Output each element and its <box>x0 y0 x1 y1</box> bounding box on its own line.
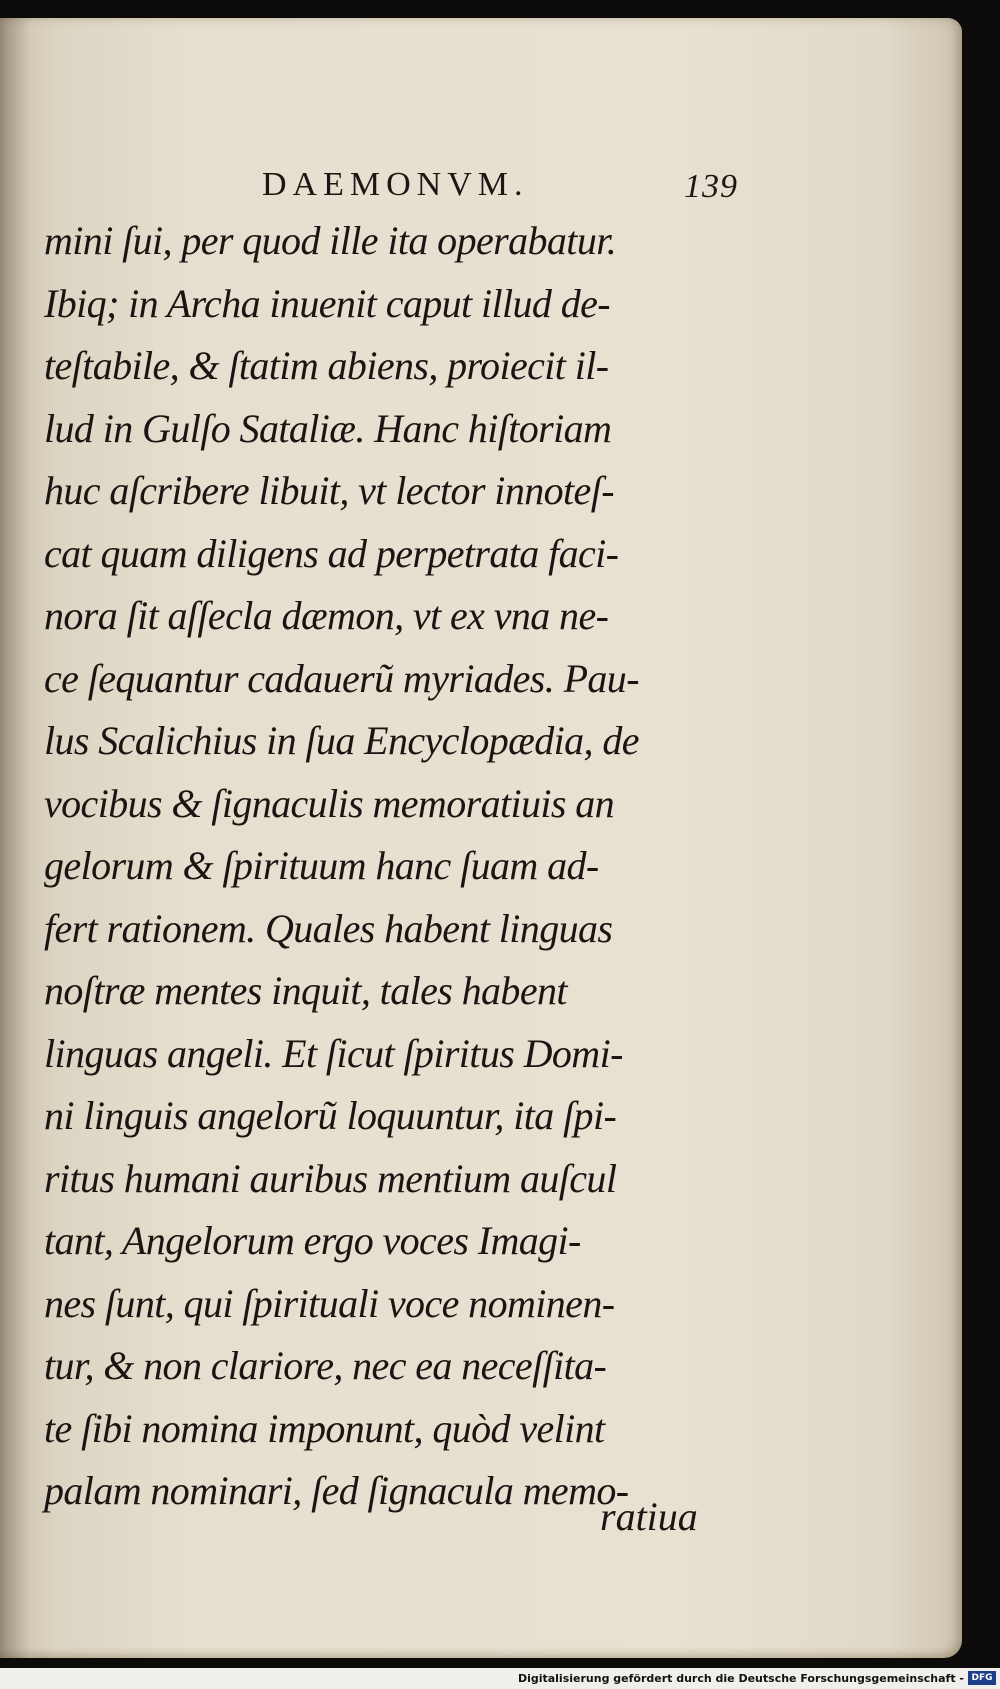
text-line: teſtabile, & ſtatim abiens, proiecit il- <box>44 343 609 388</box>
text-line: noſtræ mentes inquit, tales habent <box>44 968 567 1013</box>
text-line: gelorum & ſpirituum hanc ſuam ad- <box>44 843 599 888</box>
dfg-logo: DFG <box>968 1671 996 1685</box>
text-line: cat quam diligens ad perpetrata faci- <box>44 530 619 576</box>
text-line: lud in Gulſo Sataliæ. Hanc hiſtoriam <box>44 405 612 451</box>
text-line: tur, & non clariore, nec ea neceſſita- <box>44 1343 607 1388</box>
text-line: nora ſit aſſecla dæmon, vt ex vna ne- <box>44 593 609 638</box>
text-line: lus Scalichius in ſua Encyclopædia, de <box>44 718 639 763</box>
running-title: DAEMONVM. <box>262 166 529 203</box>
text-line: vocibus & ſignaculis memoratiuis an <box>44 780 615 826</box>
text-line: fert rationem. Quales habent linguas <box>44 905 613 951</box>
page-number: 139 <box>684 168 738 205</box>
page-header <box>0 166 962 206</box>
digitization-footer <box>0 1668 1000 1689</box>
text-line: mini ſui, per quod ille ita operabatur. <box>44 218 617 263</box>
body-text <box>44 210 744 1523</box>
text-line: tant, Angelorum ergo voces Imagi- <box>44 1218 581 1263</box>
text-line: huc aſcribere libuit, vt lector innoteſ- <box>44 468 614 513</box>
text-line: ritus humani auribus mentium auſcul <box>44 1155 617 1201</box>
text-line: Ibiq; in Archa inuenit caput illud de- <box>44 280 610 326</box>
text-line: linguas angeli. Et ſicut ſpiritus Domi- <box>44 1030 623 1076</box>
text-line: te ſibi nomina imponunt, quòd velint <box>44 1405 605 1451</box>
funding-credit: Digitalisierung gefördert durch die Deutsche Forschungsgemeinschaft - <box>517 1672 964 1685</box>
catchword: ratiua <box>600 1494 698 1539</box>
text-line: ce ſequantur cadauerũ myriades. Pau- <box>44 655 639 701</box>
text-line: ni linguis angelorũ loquuntur, ita ſpi- <box>44 1093 617 1138</box>
text-line: palam nominari, ſed ſignacula memo- <box>44 1468 629 1513</box>
book-page <box>0 18 962 1658</box>
text-line: nes ſunt, qui ſpirituali voce nominen- <box>44 1280 615 1326</box>
